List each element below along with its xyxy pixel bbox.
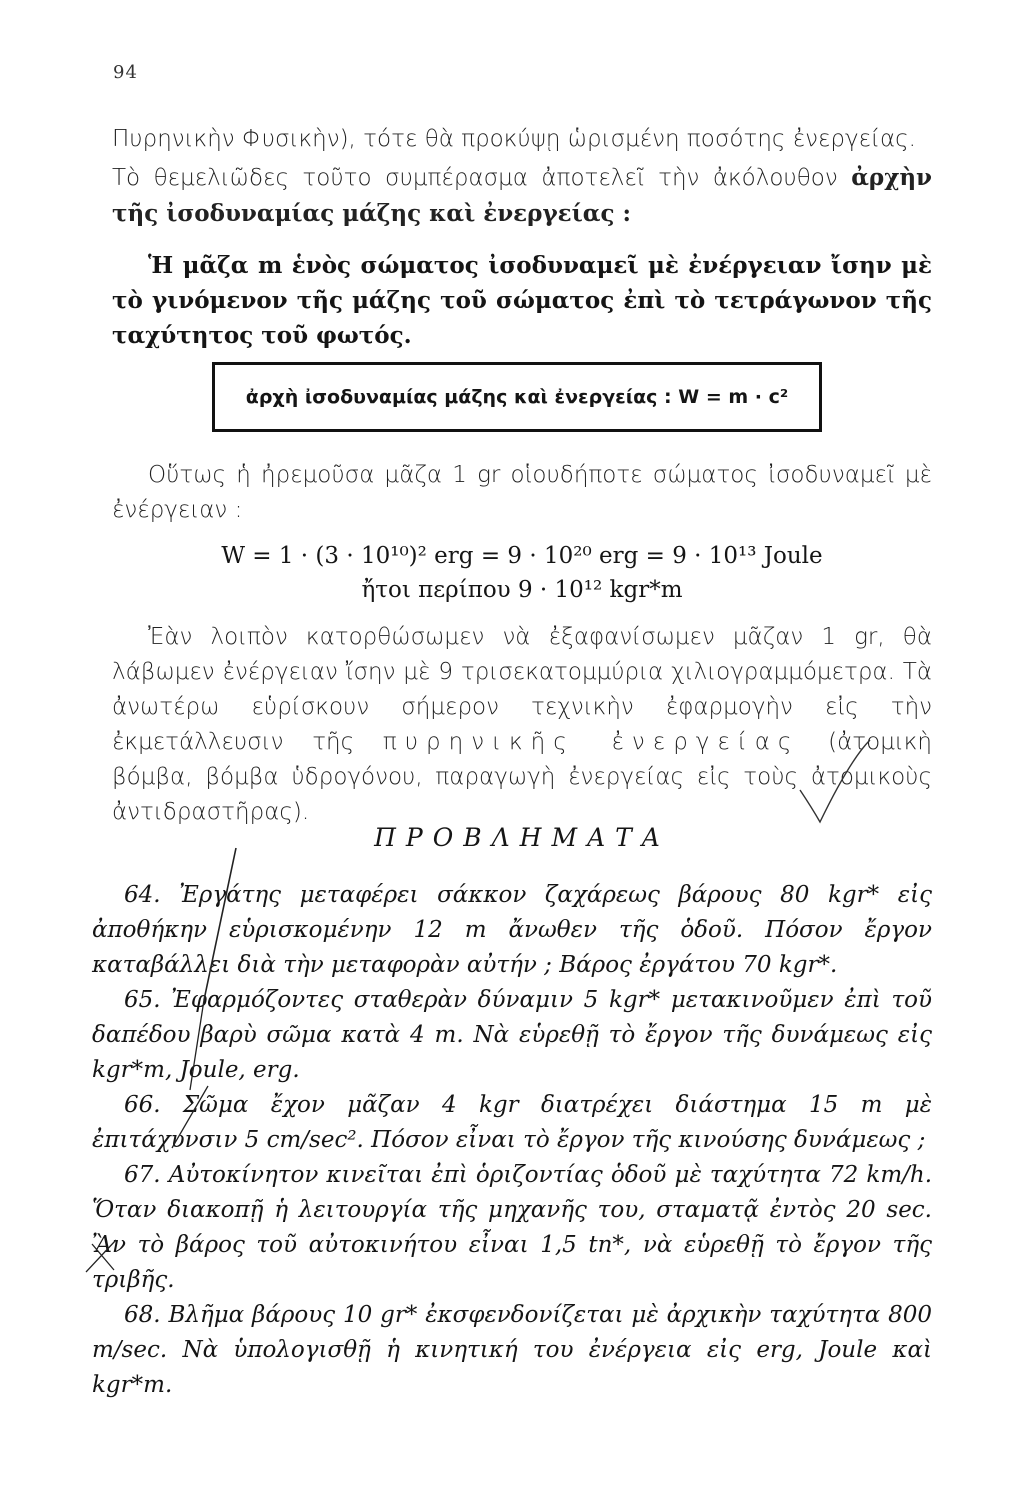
- problem-text: Αὐτοκίνητον κινεῖται ἐπὶ ὁριζοντίας ὁδοῦ μὲ ταχύτητα 72 km/h. Ὅταν διακοπῇ ἡ λειτουργία τῆς μηχανῆς του, σταματᾷ ἐντὸς 20 sec. Ἂν τὸ βάρος τοῦ αὐτοκινήτου εἶναι 1,5 tn*, νὰ εὑρεθῇ τὸ ἔργον τῆς τριβῆς.: [92, 1162, 933, 1293]
- application-text-end: (ἀτομικὴ βόμβα, βόμβα ὑδρογόνου, παραγωγὴ ἐνεργείας εἰς τοὺς ἀτομικοὺς ἀντιδραστῆρας).: [112, 729, 932, 825]
- problem-number: 68.: [124, 1302, 161, 1328]
- formula-box: [212, 362, 822, 432]
- page-number: 94: [113, 62, 138, 83]
- problem-text: Σῶμα ἔχον μᾶζαν 4 kgr διατρέχει διάστημα 15 m μὲ ἐπιτάχυνσιν 5 cm/sec². Πόσον εἶναι τὸ ἔργον τῆς κινούσης δυνάμεως ;: [92, 1092, 932, 1153]
- problem-text: Βλῆμα βάρους 10 gr* ἐκσφενδονίζεται μὲ ἀρχικὴν ταχύτητα 800 m/sec. Νὰ ὑπολογισθῇ ἡ κινητική του ἐνέργεια εἰς erg, Joule καὶ kgr*m.: [92, 1302, 932, 1398]
- intro-paragraph: [112, 160, 932, 232]
- problem-number: 64.: [124, 882, 161, 908]
- problem-item: [92, 1088, 932, 1158]
- problem-item: [92, 878, 932, 983]
- equation-line-2: ἤτοι περίπου 9 · 10¹² kgr*m: [361, 577, 683, 603]
- problem-number: 67.: [124, 1162, 161, 1188]
- problem-number: 66.: [124, 1092, 161, 1118]
- principle-statement: Ἡ μᾶζα m ἑνὸς σώματος ἰσοδυναμεῖ μὲ ἐνέργειαν ἴσην μὲ τὸ γινόμενον τῆς μάζης τοῦ σώματος ἐπὶ τὸ τετράγωνον τῆς ταχύτητος τοῦ φωτός.: [112, 252, 932, 349]
- section-heading: ΠΡΟΒΛΗΜΑΤΑ: [374, 823, 670, 852]
- nuclear-energy-emphasis: πυρηνικῆς ἐνεργείας: [382, 729, 800, 755]
- application-paragraph: [112, 620, 932, 830]
- intro-paragraph-text: Τὸ θεμελιῶδες τοῦτο συμπέρασμα ἀποτελεῖ τὴν ἀκόλουθον: [112, 165, 838, 191]
- equation-line-1: W = 1 · (3 · 10¹⁰)² erg = 9 · 10²⁰ erg = 9 · 10¹³ Joule: [221, 543, 823, 569]
- problems-list: [92, 878, 932, 1403]
- problem-number: 65.: [124, 987, 161, 1013]
- application-text: Ἐὰν λοιπὸν κατορθώσωμεν νὰ ἐξαφανίσωμεν μᾶζαν 1 gr, θὰ λάβωμεν ἐνέργειαν ἴσην μὲ 9 τρισεκατομμύρια χιλιογραμμόμετρα. Τὰ ἀνωτέρω εὑρίσκουν σήμερον τεχνικὴν ἐφαρμογὴν εἰς τὴν ἐκμετάλλευσιν τῆς: [112, 624, 932, 755]
- formula-box-text: ἀρχὴ ἰσοδυναμίας μάζης καὶ ἐνεργείας : W = m · c²: [245, 386, 789, 408]
- example-paragraph: Οὕτως ἡ ἠρεμοῦσα μᾶζα 1 gr οἱουδήποτε σώματος ἰσοδυναμεῖ μὲ ἐνέργειαν :: [112, 462, 932, 523]
- problem-text: Ἐργάτης μεταφέρει σάκκον ζαχάρεως βάρους 80 kgr* εἰς ἀποθήκην εὑρισκομένην 12 m ἄνωθεν τῆς ὁδοῦ. Πόσον ἔργον καταβάλλει διὰ τὴν μεταφορὰν αὐτήν ; Βάρος ἐργάτου 70 kgr*.: [92, 882, 932, 978]
- problem-item: [92, 983, 932, 1088]
- intro-line: Πυρηνικὴν Φυσικὴν), τότε θὰ προκύψῃ ὡρισμένη ποσότης ἐνεργείας.: [112, 126, 916, 152]
- problem-text: Ἐφαρμόζοντες σταθερὰν δύναμιν 5 kgr* μετακινοῦμεν ἐπὶ τοῦ δαπέδου βαρὺ σῶμα κατὰ 4 m. Νὰ εὑρεθῇ τὸ ἔργον τῆς δυνάμεως εἰς kgr*m, Joule, erg.: [92, 987, 932, 1083]
- principle-name: ἀρχὴν τῆς ἰσοδυναμίας μάζης καὶ ἐνεργείας :: [112, 164, 933, 227]
- problem-item: [92, 1298, 932, 1403]
- problem-item: [92, 1158, 932, 1298]
